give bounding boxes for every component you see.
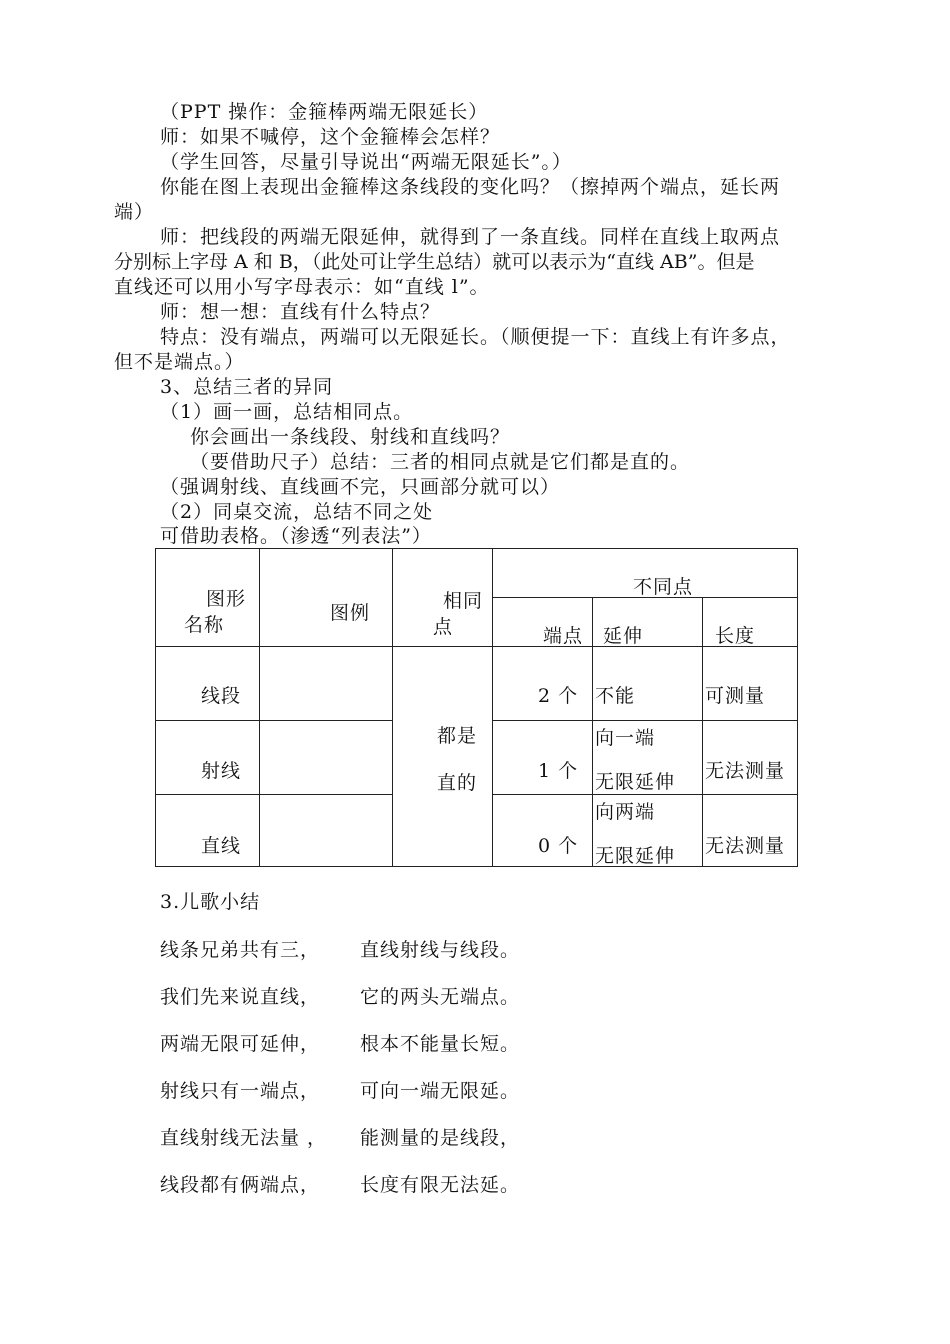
row-legend (260, 721, 393, 795)
song-line-right: 直线射线与线段。 (360, 939, 521, 961)
paragraph: 你会画出一条线段、射线和直线吗？ (190, 426, 511, 448)
same-line2: 直的 (437, 772, 478, 794)
section-heading: 3、总结三者的异同 (160, 376, 334, 398)
row-length (703, 647, 798, 721)
header-name-line1: 图形 (206, 587, 247, 610)
header-length-label: 长度 (715, 625, 756, 647)
paragraph: 分别标上字母 A 和 B，（此处可让学生总结）就可以表示为“直线 AB”。但是 (114, 251, 755, 273)
paragraph: 直线还可以用小写字母表示：如“直线 l”。 (114, 276, 490, 298)
row-extend-line2: 无限延伸 (595, 845, 676, 867)
header-legend-label: 图例 (330, 601, 371, 624)
row-extend-line1: 不能 (595, 685, 636, 707)
row-extend (593, 721, 703, 795)
row-extend (593, 795, 703, 867)
paragraph: 师：想一想：直线有什么特点？ (160, 301, 441, 323)
row-name (156, 647, 260, 721)
header-extend (593, 598, 703, 647)
header-shape-name (156, 549, 260, 647)
comparison-table (155, 548, 798, 867)
row-extend-line1: 向两端 (595, 801, 656, 823)
row-endpoints (493, 721, 593, 795)
paragraph: 师：如果不喊停，这个金箍棒会怎样？ (160, 126, 501, 148)
header-same-line2: 点 (433, 615, 454, 638)
paragraph: 可借助表格。（渗透“列表法”） (160, 525, 432, 547)
row-name (156, 795, 260, 867)
row-length (703, 795, 798, 867)
header-name-line2: 名称 (184, 613, 225, 636)
header-same-line1: 相同 (443, 589, 484, 612)
row-length-text: 可测量 (705, 685, 766, 707)
paragraph: （PPT 操作：金箍棒两端无限延长） (160, 101, 489, 123)
row-extend-line1: 向一端 (595, 727, 656, 749)
header-endpoints (493, 598, 593, 647)
header-legend (260, 549, 393, 647)
song-title: 3.儿歌小结 (160, 891, 261, 913)
row-endpoints-text: 1 个 (538, 760, 579, 782)
paragraph: 但不是端点。） (114, 351, 245, 373)
same-cell (393, 647, 493, 867)
row-length (703, 721, 798, 795)
row-extend (593, 647, 703, 721)
row-name (156, 721, 260, 795)
paragraph: 师：把线段的两端无限延伸，就得到了一条直线。同样在直线上取两点 (160, 226, 781, 248)
paragraph: 你能在图上表现出金箍棒这条线段的变化吗？（擦掉两个端点，延长两 (160, 176, 781, 198)
paragraph: 特点：没有端点，两端可以无限延长。（顺便提一下：直线上有许多点， (160, 326, 791, 348)
row-legend (260, 795, 393, 867)
row-name-text: 射线 (201, 760, 242, 782)
table-row (156, 647, 798, 721)
header-diff (493, 549, 798, 598)
header-diff-label: 不同点 (633, 576, 694, 598)
row-length-text: 无法测量 (705, 760, 786, 782)
song-line-right: 它的两头无端点。 (360, 986, 521, 1008)
header-endpoints-label: 端点 (543, 625, 584, 647)
row-endpoints (493, 795, 593, 867)
row-length-text: 无法测量 (705, 835, 786, 857)
paragraph: （强调射线、直线画不完，只画部分就可以） (160, 476, 561, 498)
row-extend-line2: 无限延伸 (595, 771, 676, 793)
row-endpoints-text: 2 个 (538, 685, 579, 707)
song-line-left: 直线射线无法量 ， (160, 1127, 328, 1149)
row-legend (260, 647, 393, 721)
song-line-right: 可向一端无限延。 (360, 1080, 521, 1102)
song-line-left: 射线只有一端点， (160, 1080, 321, 1102)
song-line-right: 根本不能量长短。 (360, 1033, 521, 1055)
paragraph: （要借助尺子）总结：三者的相同点就是它们都是直的。 (190, 451, 691, 473)
header-length (703, 598, 798, 647)
row-endpoints (493, 647, 593, 721)
header-same (393, 549, 493, 647)
paragraph: （1）画一画，总结相同点。 (160, 401, 414, 423)
song-line-right: 长度有限无法延。 (360, 1174, 521, 1196)
header-extend-label: 延伸 (603, 625, 644, 647)
row-name-text: 直线 (201, 835, 242, 857)
song-line-left: 我们先来说直线， (160, 986, 321, 1008)
song-line-left: 线条兄弟共有三， (160, 939, 321, 961)
row-endpoints-text: 0 个 (538, 835, 579, 857)
song-line-left: 线段都有俩端点， (160, 1174, 321, 1196)
song-line-left: 两端无限可延伸， (160, 1033, 321, 1055)
song-line-right: 能测量的是线段， (360, 1127, 521, 1149)
paragraph: （学生回答，尽量引导说出“两端无限延长”。） (160, 151, 572, 173)
same-line1: 都是 (437, 725, 478, 747)
paragraph: （2）同桌交流，总结不同之处 (160, 501, 434, 523)
paragraph: 端） (114, 201, 155, 223)
row-name-text: 线段 (201, 685, 242, 707)
